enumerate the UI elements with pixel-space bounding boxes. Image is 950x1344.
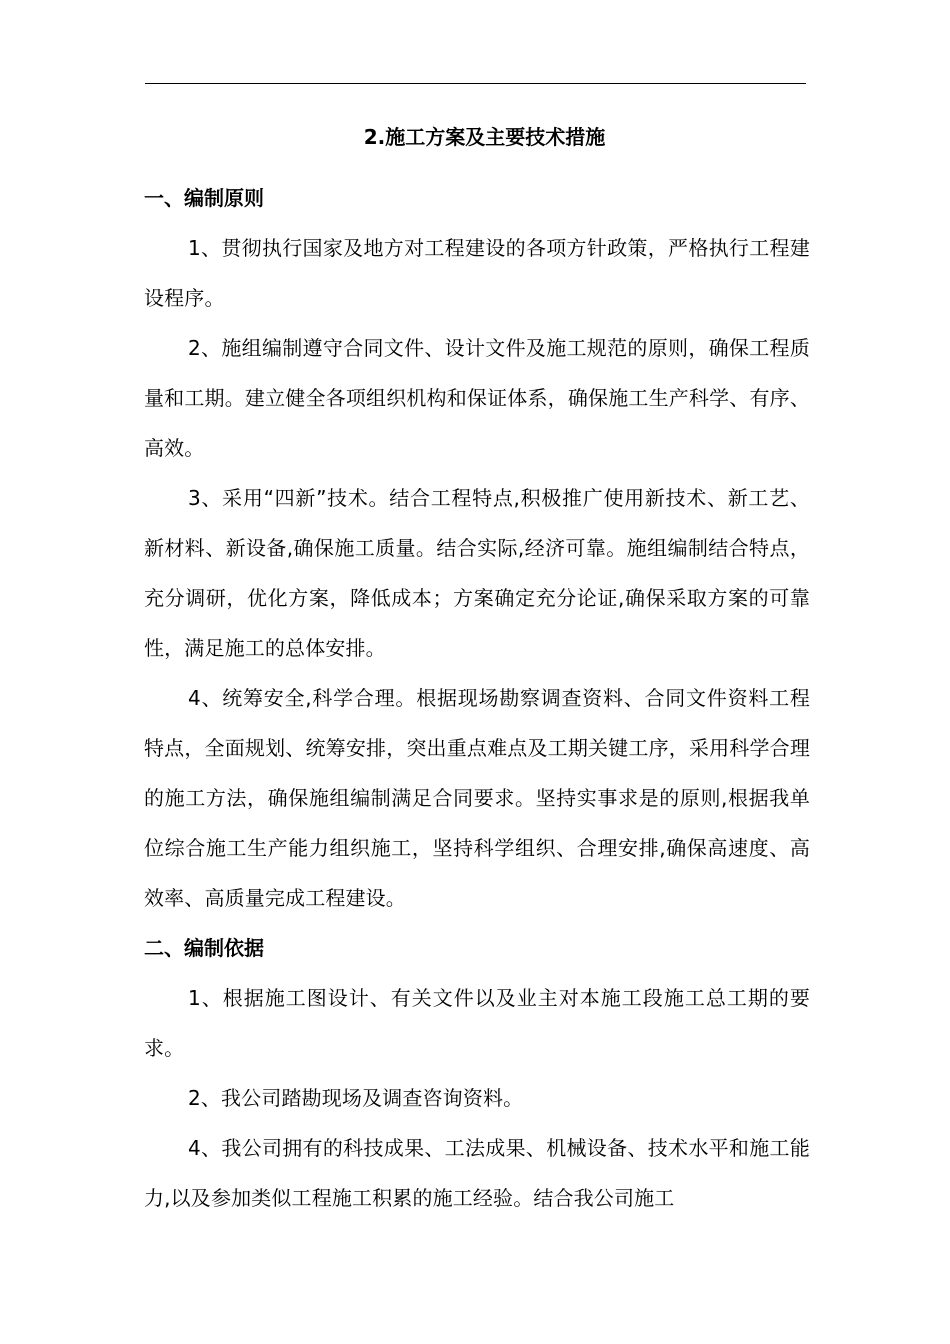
- section-heading: 二、编制依据: [144, 936, 264, 960]
- paragraph: 4、我公司拥有的科技成果、工法成果、机械设备、技术水平和施工能力,以及参加类似工程施工积累的施工经验。结合我公司施工: [144, 1136, 810, 1210]
- paragraph: 4、统筹安全,科学合理。根据现场勘察调查资料、合同文件资料工程特点，全面规划、统筹安排，突出重点难点及工期关键工序，采用科学合理的施工方法，确保施组编制满足合同要求。坚持实事求是的原则,根据我单位综合施工生产能力组织施工，坚持科学组织、合理安排,确保高速度、高效率、高质量完成工程建设。: [144, 686, 810, 910]
- document-body: [144, 124, 810, 1223]
- paragraph: 2、我公司踏勘现场及调查咨询资料。: [188, 1086, 524, 1110]
- paragraph: 2、施组编制遵守合同文件、设计文件及施工规范的原则，确保工程质量和工期。建立健全各项组织机构和保证体系，确保施工生产科学、有序、高效。: [144, 336, 810, 460]
- section-principles: [144, 173, 810, 923]
- paragraph: 1、根据施工图设计、有关文件以及业主对本施工段施工总工期的要求。: [144, 986, 810, 1060]
- section-heading: 一、编制原则: [144, 186, 264, 210]
- paragraph: 1、贯彻执行国家及地方对工程建设的各项方针政策，严格执行工程建设程序。: [144, 236, 810, 310]
- document-title: 2.施工方案及主要技术措施: [363, 125, 606, 149]
- header-rule: [145, 83, 806, 84]
- paragraph: 3、采用“四新”技术。结合工程特点,积极推广使用新技术、新工艺、新材料、新设备,确保施工质量。结合实际,经济可靠。施组编制结合特点，充分调研，优化方案，降低成本；方案确定充分论证,确保采取方案的可靠性，满足施工的总体安排。: [144, 486, 810, 660]
- section-basis: [144, 923, 810, 1223]
